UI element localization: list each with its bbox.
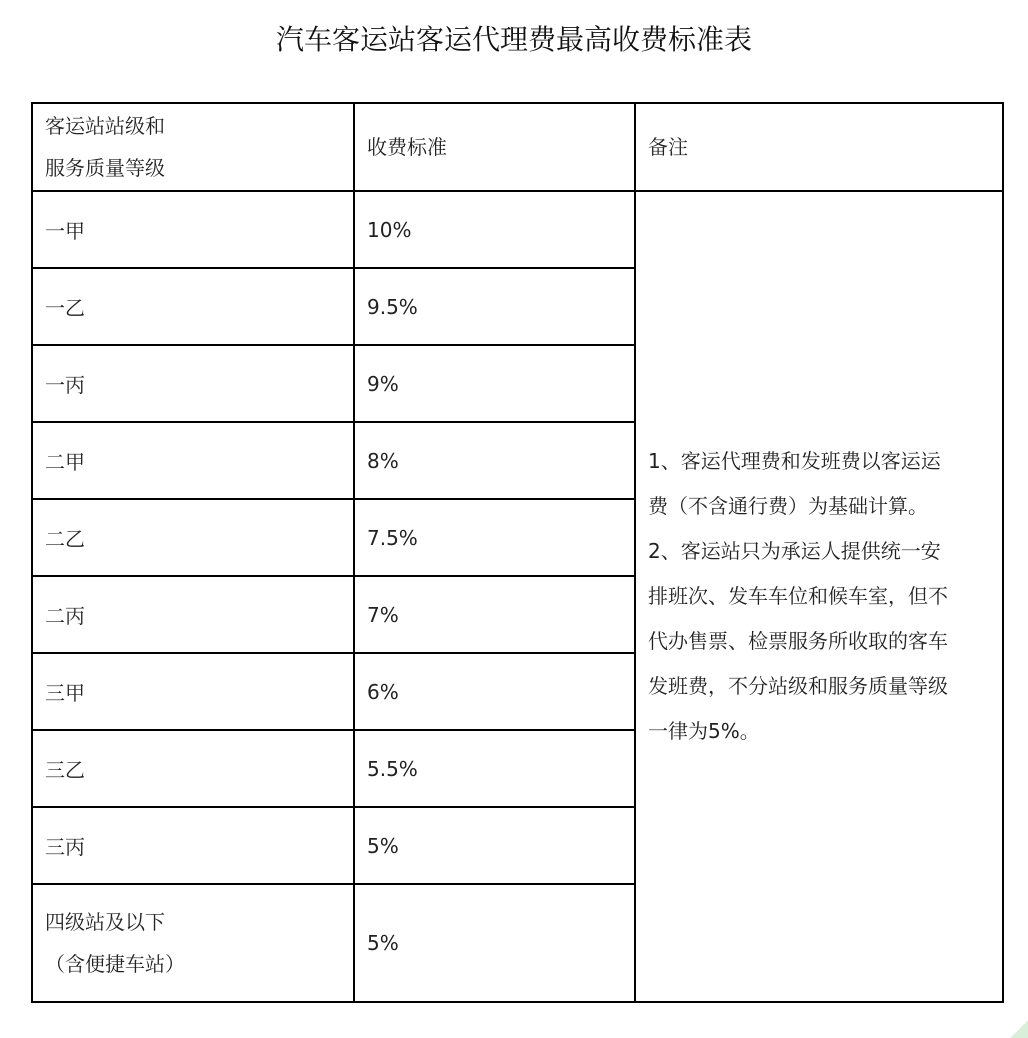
fee-cell: 8% [354,422,635,499]
header-fee: 收费标准 [354,103,635,191]
note-line: 一律为5%。 [648,719,760,743]
page-title: 汽车客运站客运代理费最高收费标准表 [275,23,752,56]
fee-cell: 5% [354,807,635,884]
grade-cell: 一丙 [32,345,354,422]
table-row [32,191,1003,268]
fee-cell: 6% [354,653,635,730]
header-grade-line2: 服务质量等级 [45,156,165,180]
fee-cell: 9% [354,345,635,422]
grade-cell: 二乙 [32,499,354,576]
note-cell [635,191,1003,1002]
fee-standard-table [31,102,1004,1003]
note-line: 代办售票、检票服务所收取的客车 [648,629,948,653]
grade-line2: （含便捷车站） [45,952,185,976]
header-grade [32,103,354,191]
grade-line1: 四级站及以下 [45,910,165,934]
fee-cell: 7.5% [354,499,635,576]
fee-cell: 9.5% [354,268,635,345]
fee-cell: 5.5% [354,730,635,807]
grade-cell: 三甲 [32,653,354,730]
fee-cell: 7% [354,576,635,653]
grade-cell: 三乙 [32,730,354,807]
grade-cell: 一乙 [32,268,354,345]
corner-decoration [1010,1020,1028,1038]
grade-cell: 三丙 [32,807,354,884]
grade-cell: 二甲 [32,422,354,499]
note-line: 1、客运代理费和发班费以客运运 [648,449,941,473]
header-note: 备注 [635,103,1003,191]
table-header-row [32,103,1003,191]
fee-cell: 5% [354,884,635,1002]
grade-cell: 二丙 [32,576,354,653]
note-line: 发班费，不分站级和服务质量等级 [648,674,948,698]
grade-cell [32,884,354,1002]
note-line: 2、客运站只为承运人提供统一安 [648,539,941,563]
header-grade-line1: 客运站站级和 [45,114,165,138]
grade-cell: 一甲 [32,191,354,268]
note-line: 费（不含通行费）为基础计算。 [648,494,928,518]
fee-cell: 10% [354,191,635,268]
note-line: 排班次、发车车位和候车室，但不 [648,584,948,608]
